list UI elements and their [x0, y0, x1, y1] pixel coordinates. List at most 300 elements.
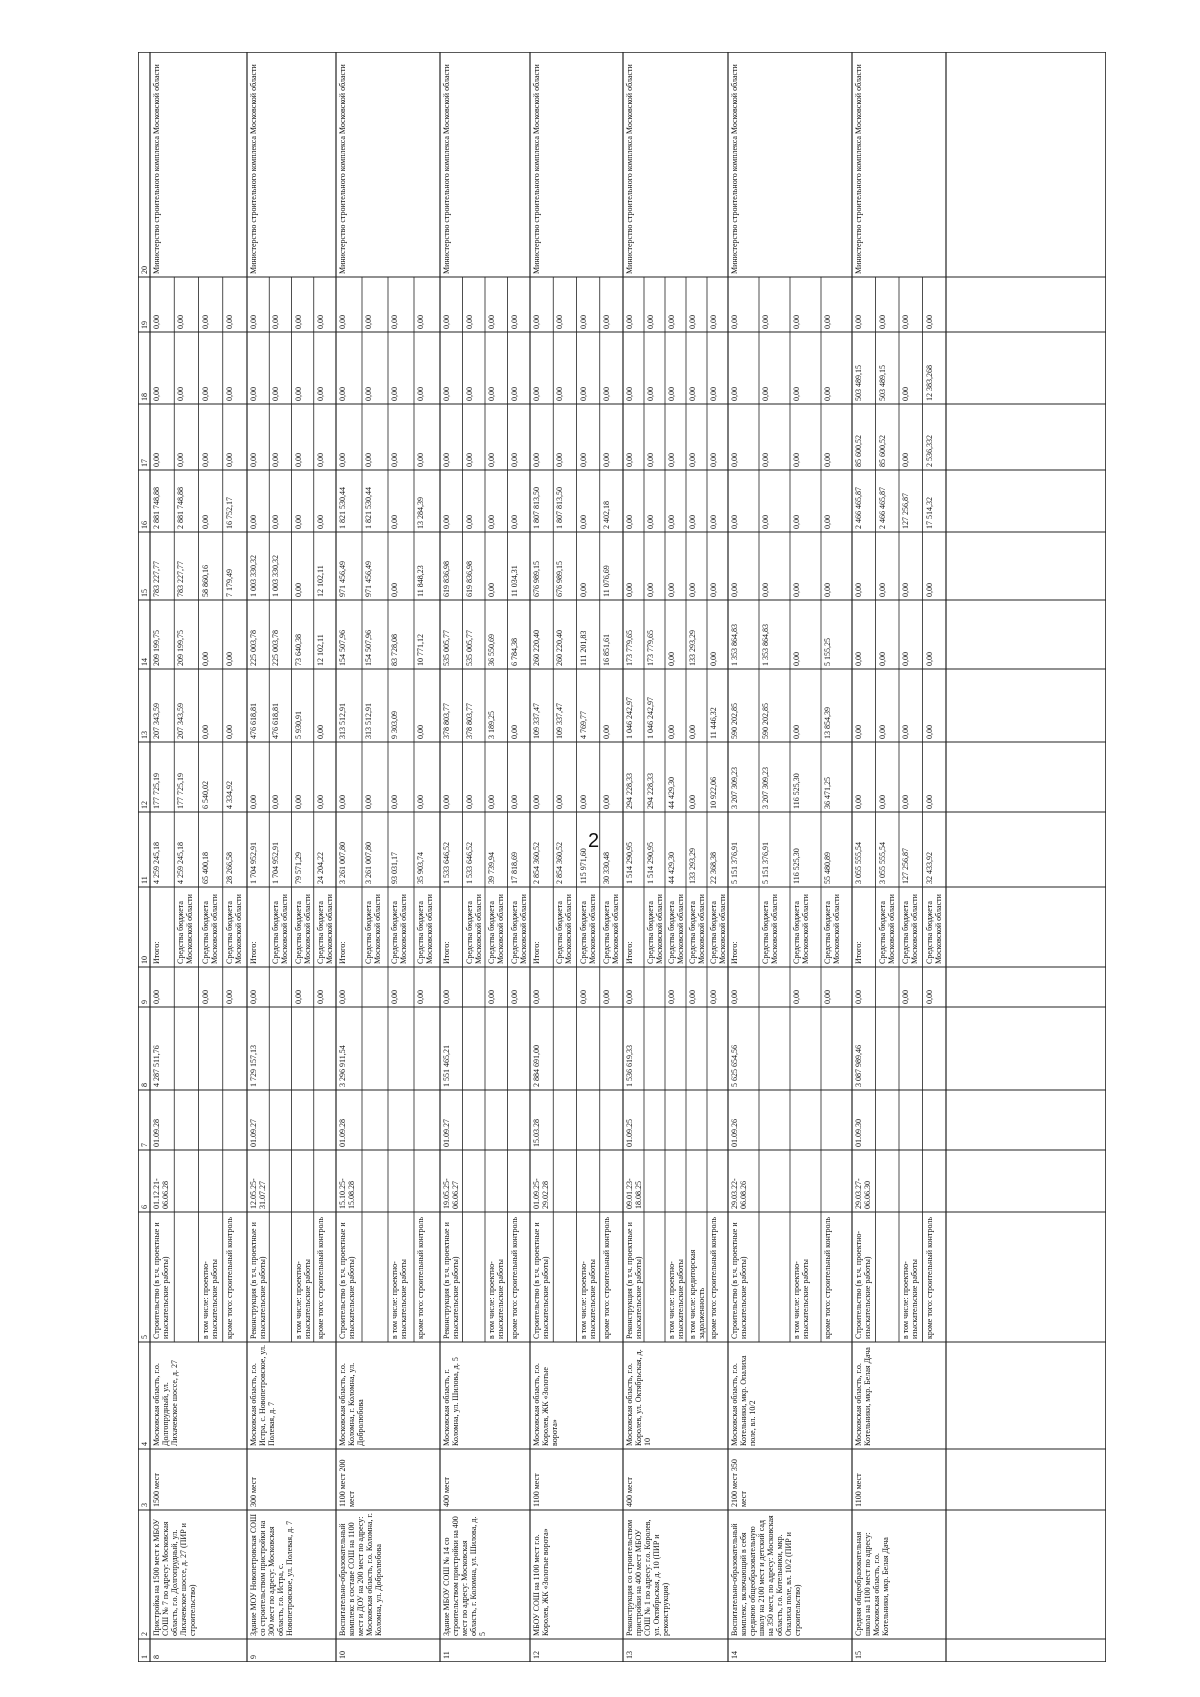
- funding-value: 0,00: [315, 387, 325, 401]
- funding-value: 590 202,85: [761, 703, 770, 739]
- funding-value: 116 525,30: [792, 773, 801, 809]
- funding-value: 0,00: [442, 795, 451, 809]
- funding-value: 294 228,33: [625, 773, 634, 809]
- funding-source: Средства бюджета Московской области: [364, 894, 382, 964]
- funding-source: Итого:: [532, 941, 541, 964]
- object-name: Средняя общеобразовательная школа на 1100 мест по адресу: Московская область, г.о. Котельники, мкр. Белая Дача: [854, 1531, 890, 1636]
- funding-value: 11 076,69: [601, 565, 611, 597]
- funding-value: 1 807 813,50: [555, 487, 565, 529]
- funding-value: 503 489,15: [854, 365, 863, 401]
- financed-amount: 0,00: [390, 990, 399, 1004]
- funding-source: Средства бюджета Московской области: [224, 894, 243, 964]
- funding-value: 0,00: [667, 583, 676, 597]
- work-dates: 15.10.25-15.08.28: [338, 1178, 356, 1209]
- funding-value: 0,00: [271, 795, 281, 809]
- funding-value: 24 204,22: [315, 852, 325, 884]
- funding-value: 0,00: [854, 725, 863, 739]
- address: Московская область, г.о. Коломна, г. Коломна, ул. Добролюбова: [338, 1362, 365, 1446]
- funding-value: 1 353 864,83: [761, 624, 770, 666]
- column-number: 10: [140, 956, 149, 964]
- funding-value: 0,00: [667, 515, 676, 529]
- estimated-cost: 5 625 654,56: [730, 1045, 739, 1087]
- funding-value: 5 930,91: [293, 711, 303, 739]
- funding-value: 0,00: [709, 652, 718, 666]
- funding-value: 0,00: [532, 315, 541, 329]
- customer: Министерство строительного комплекса Московской области: [338, 64, 347, 274]
- funding-value: 0,00: [730, 315, 739, 329]
- funding-value: 0,00: [390, 795, 399, 809]
- funding-value: 0,00: [709, 387, 718, 401]
- funding-value: 0,00: [200, 652, 210, 666]
- funding-value: 44 429,30: [667, 777, 676, 809]
- column-number: 13: [140, 731, 149, 739]
- funding-source: Итого:: [152, 941, 161, 964]
- address: Московская область, г.о. Королев, ул. Октябрьская, д. 10: [625, 1349, 652, 1446]
- funding-source: Средства бюджета Московской области: [487, 894, 505, 964]
- estimated-cost: 1 551 465,21: [442, 1045, 451, 1087]
- funding-value: 0,00: [364, 315, 373, 329]
- funding-value: 0,00: [578, 515, 588, 529]
- financed-amount: 0,00: [823, 990, 832, 1004]
- funding-value: 0,00: [625, 453, 634, 467]
- funding-value: 0,00: [442, 515, 451, 529]
- funding-value: 79 571,29: [293, 852, 303, 884]
- table-grid: [138, 52, 1106, 1662]
- funding-value: 0,00: [487, 315, 496, 329]
- column-number: 15: [140, 589, 149, 597]
- funding-value: 116 525,30: [792, 848, 801, 884]
- funding-value: 4 769,77: [578, 711, 588, 739]
- customer: Министерство строительного комплекса Московской области: [249, 64, 258, 274]
- funding-value: 0,00: [667, 652, 676, 666]
- funding-value: 476 618,81: [271, 703, 281, 739]
- funding-value: 0,00: [901, 583, 910, 597]
- object-name: Воспитательно-образовательный комплекс, включающий в себя среднюю общеобразовательную школу на 2100 мест и детский сад на 350 мест, по адресу: Московская область, г.о. Котельники, мкр. Опалиха поле, вл. 10/2 (ПИР и строительство): [730, 1515, 802, 1636]
- funding-value: 93 031,17: [390, 852, 399, 884]
- funding-value: 2 854 360,52: [532, 842, 541, 884]
- funding-value: 0,00: [200, 315, 210, 329]
- funding-value: 0,00: [487, 795, 496, 809]
- funding-value: 0,00: [487, 453, 496, 467]
- funding-value: 65 400,18: [200, 852, 210, 884]
- funding-value: 154 507,96: [338, 630, 347, 666]
- funding-value: 0,00: [315, 795, 325, 809]
- funding-value: 0,00: [293, 583, 303, 597]
- funding-source: Средства бюджета Московской области: [509, 894, 528, 964]
- funding-value: 6 540,02: [200, 781, 210, 809]
- funding-value: 676 989,15: [555, 561, 565, 597]
- funding-value: 22 368,38: [709, 852, 718, 884]
- funding-value: 39 739,94: [487, 852, 496, 884]
- funding-value: 83 728,08: [390, 634, 399, 666]
- estimated-cost: 1 729 157,13: [249, 1045, 258, 1087]
- customer: Министерство строительного комплекса Московской области: [442, 64, 451, 274]
- funding-source: Средства бюджета Московской области: [877, 894, 896, 964]
- funding-value: 0,00: [854, 652, 863, 666]
- completion-date: 01.09.30: [854, 1119, 863, 1147]
- funding-value: 1 003 330,32: [249, 555, 258, 597]
- funding-value: 0,00: [487, 387, 496, 401]
- funding-value: 109 337,47: [555, 703, 565, 739]
- funding-value: 0,00: [792, 387, 801, 401]
- funding-value: 10 922,06: [709, 777, 718, 809]
- row-number: 14: [730, 1651, 739, 1659]
- funding-value: 0,00: [176, 387, 186, 401]
- work-type: кроме того: строительный контроль: [416, 1217, 425, 1339]
- funding-value: 12 102,11: [315, 634, 325, 666]
- work-type: кроме того: строительный контроль: [224, 1217, 234, 1339]
- funding-value: 0,00: [249, 795, 258, 809]
- funding-value: 17 818,69: [509, 852, 519, 884]
- funding-value: 0,00: [293, 453, 303, 467]
- work-dates: 29.03.27-06.06.30: [854, 1178, 872, 1209]
- financed-amount: 0,00: [487, 990, 496, 1004]
- funding-value: 0,00: [688, 387, 697, 401]
- funding-value: 0,00: [555, 387, 565, 401]
- funding-value: 11 034,31: [509, 565, 519, 597]
- funding-value: 0,00: [730, 515, 739, 529]
- funding-value: 225 003,78: [271, 630, 281, 666]
- funding-value: 11 446,32: [709, 707, 718, 739]
- column-number: 11: [140, 876, 149, 884]
- funding-value: 1 514 290,95: [625, 842, 634, 884]
- funding-value: 2 466 465,87: [877, 487, 887, 529]
- funding-value: 0,00: [625, 387, 634, 401]
- funding-source: Средства бюджета Московской области: [823, 894, 841, 964]
- funding-value: 0,00: [249, 315, 258, 329]
- column-number: 19: [140, 321, 149, 329]
- funding-value: 0,00: [901, 387, 910, 401]
- funding-value: 0,00: [487, 515, 496, 529]
- funding-value: 133 293,29: [688, 630, 697, 666]
- funding-value: 0,00: [416, 387, 425, 401]
- funding-value: 0,00: [625, 583, 634, 597]
- funding-value: 0,00: [293, 315, 303, 329]
- financed-amount: 0,00: [200, 990, 210, 1004]
- column-number: 7: [140, 1143, 149, 1147]
- object-name: Воспитательно-образовательный комплекс в составе СОШ на 1100 мест и ДОУ на 200 мест по адресу: Московская область, г.о. Коломна, г. Коломна, ул. Добролюбова: [338, 1513, 383, 1636]
- funding-value: 0,00: [761, 583, 770, 597]
- address: Московская область, г. Коломна, ул. Шилова, д. 5: [442, 1357, 460, 1446]
- row-number: 11: [442, 1651, 451, 1659]
- funding-value: 0,00: [578, 453, 588, 467]
- funding-value: 111 201,83: [578, 630, 588, 666]
- funding-source: Средства бюджета Московской области: [709, 894, 727, 964]
- funding-value: 0,00: [667, 387, 676, 401]
- row-number: 12: [532, 1651, 541, 1659]
- customer: Министерство строительного комплекса Московской области: [532, 64, 541, 274]
- work-type: в том числе: проектно-изыскательские работы: [487, 1259, 505, 1339]
- row-number: 9: [249, 1655, 258, 1659]
- funding-value: 0,00: [487, 583, 496, 597]
- funding-value: 0,00: [315, 515, 325, 529]
- financed-amount: 0,00: [709, 990, 718, 1004]
- rotated-table: [138, 52, 1106, 1662]
- funding-value: 0,00: [464, 453, 474, 467]
- object-name: МБОУ СОШ на 1100 мест г.о. Королев, ЖК «Золотые ворота»: [532, 1528, 550, 1636]
- funding-value: 0,00: [761, 315, 770, 329]
- funding-value: 0,00: [823, 315, 832, 329]
- funding-value: 13 854,39: [823, 707, 832, 739]
- funding-value: 0,00: [390, 315, 399, 329]
- funding-value: 294 228,33: [646, 773, 655, 809]
- customer: Министерство строительного комплекса Московской области: [730, 64, 739, 274]
- funding-value: 73 640,38: [293, 634, 303, 666]
- funding-value: 85 600,52: [854, 435, 863, 467]
- financed-amount: 0,00: [625, 990, 634, 1004]
- funding-value: 0,00: [464, 387, 474, 401]
- completion-date: 15.03.28: [532, 1119, 541, 1147]
- object-name: Здание МОУ Новопетровская СОШ со строительством пристройки на 300 мест по адресу: Московская область, г.о. Истра, с. Новопетровское, ул. Полевая, д. 7: [249, 1513, 294, 1636]
- funding-value: 535 005,77: [442, 630, 451, 666]
- funding-value: 177 725,19: [176, 773, 186, 809]
- funding-value: 0,00: [877, 795, 887, 809]
- financed-amount: 0,00: [924, 990, 934, 1004]
- completion-date: 01.09.28: [152, 1119, 161, 1147]
- funding-value: 1 821 530,44: [338, 487, 347, 529]
- funding-value: 619 836,98: [464, 561, 474, 597]
- row-number: 10: [338, 1651, 347, 1659]
- funding-value: 2 466 465,87: [854, 487, 863, 529]
- capacity: 2100 мест 350 мест: [730, 1459, 748, 1507]
- funding-value: 0,00: [601, 453, 611, 467]
- estimated-cost: 1 536 619,33: [625, 1045, 634, 1087]
- funding-value: 0,00: [442, 315, 451, 329]
- financed-amount: 0,00: [224, 990, 234, 1004]
- funding-source: Средства бюджета Московской области: [792, 894, 810, 964]
- funding-value: 17 514,32: [924, 497, 934, 529]
- funding-value: 0,00: [509, 315, 519, 329]
- funding-value: 260 220,40: [555, 630, 565, 666]
- work-dates: 29.03.22-06.08.26: [730, 1178, 748, 1209]
- estimated-cost: 4 287 511,76: [152, 1045, 161, 1087]
- funding-value: 0,00: [688, 795, 697, 809]
- funding-value: 0,00: [416, 315, 425, 329]
- funding-value: 3 055 555,54: [854, 842, 863, 884]
- work-dates: 01.12.21-06.06.28: [152, 1178, 170, 1209]
- funding-source: Средства бюджета Московской области: [924, 894, 943, 964]
- column-number: 18: [140, 393, 149, 401]
- funding-value: 0,00: [709, 453, 718, 467]
- funding-value: 0,00: [416, 725, 425, 739]
- customer: Министерство строительного комплекса Московской области: [152, 64, 161, 274]
- funding-value: 0,00: [688, 515, 697, 529]
- completion-date: 01.09.27: [442, 1119, 451, 1147]
- funding-value: 0,00: [646, 583, 655, 597]
- funding-value: 1 704 952,91: [271, 842, 281, 884]
- work-type: в том числе: кредиторская задолженность: [688, 1249, 706, 1339]
- funding-value: 1 514 290,95: [646, 842, 655, 884]
- funding-value: 0,00: [792, 583, 801, 597]
- funding-value: 0,00: [364, 387, 373, 401]
- funding-value: 0,00: [464, 515, 474, 529]
- capacity: 1100 мест: [854, 1473, 863, 1507]
- funding-value: 0,00: [688, 725, 697, 739]
- capacity: 1100 мест: [532, 1473, 541, 1507]
- funding-value: 0,00: [509, 795, 519, 809]
- funding-value: 30 330,48: [601, 852, 611, 884]
- completion-date: 01.09.26: [730, 1119, 739, 1147]
- funding-value: 260 220,40: [532, 630, 541, 666]
- row-number: 15: [854, 1651, 863, 1659]
- funding-value: 0,00: [688, 315, 697, 329]
- funding-value: 0,00: [854, 315, 863, 329]
- column-number: 4: [140, 1442, 149, 1446]
- funding-value: 3 189,25: [487, 711, 496, 739]
- funding-value: 0,00: [176, 453, 186, 467]
- column-number: 2: [140, 1632, 149, 1636]
- funding-value: 0,00: [688, 453, 697, 467]
- work-type: кроме того: строительный контроль: [924, 1217, 934, 1339]
- work-type: кроме того: строительный контроль: [601, 1217, 611, 1339]
- funding-value: 0,00: [224, 387, 234, 401]
- funding-value: 0,00: [792, 515, 801, 529]
- funding-source: Итого:: [249, 941, 258, 964]
- funding-value: 0,00: [249, 387, 258, 401]
- funding-value: 0,00: [390, 515, 399, 529]
- funding-source: Средства бюджета Московской области: [176, 894, 195, 964]
- funding-value: 2 536,332: [924, 435, 934, 467]
- column-number: 9: [140, 1000, 149, 1004]
- financed-amount: 0,00: [249, 990, 258, 1004]
- customer: Министерство строительного комплекса Московской области: [625, 64, 634, 274]
- work-type: Строительство (в т.ч. проектные и изыскательские работы): [532, 1222, 550, 1339]
- work-type: Строительство (в т.ч. проектные и изыскательские работы): [152, 1222, 170, 1339]
- funding-value: 0,00: [792, 453, 801, 467]
- funding-value: 6 784,38: [509, 638, 519, 666]
- financed-amount: 0,00: [152, 990, 161, 1004]
- work-type: в том числе: проектно-изыскательские работы: [578, 1259, 597, 1339]
- capacity: 300 мест: [249, 1477, 258, 1507]
- funding-value: 1 704 952,91: [249, 842, 258, 884]
- object-name: Реконструкция со строительством пристройки на 400 мест МБОУ СОШ № 1 по адресу: г.о. Королев, ул. Октябрьская, д. 10 (ПИР и реконструкция): [625, 1519, 670, 1636]
- work-type: Реконструкция (в т.ч. проектные и изыскательские работы): [442, 1222, 460, 1339]
- funding-value: 0,00: [224, 315, 234, 329]
- funding-value: 619 836,98: [442, 561, 451, 597]
- financed-amount: 0,00: [601, 990, 611, 1004]
- funding-value: 0,00: [578, 387, 588, 401]
- work-type: в том числе: проектно-изыскательские работы: [293, 1259, 312, 1339]
- funding-value: 0,00: [224, 652, 234, 666]
- funding-value: 10 771,12: [416, 634, 425, 666]
- funding-value: 0,00: [578, 315, 588, 329]
- funding-source: Средства бюджета Московской области: [901, 894, 919, 964]
- funding-value: 783 227,77: [176, 561, 186, 597]
- funding-value: 0,00: [924, 795, 934, 809]
- funding-value: 0,00: [249, 515, 258, 529]
- funding-value: 115 971,60: [578, 848, 588, 884]
- funding-value: 0,00: [578, 795, 588, 809]
- completion-date: 01.09.25: [625, 1119, 634, 1147]
- funding-source: Средства бюджета Московской области: [271, 894, 290, 964]
- object-name: Здание МБОУ СОШ № 14 со строительством пристройки на 400 мест по адресу: Московская область, г. Коломна, ул. Шилова, д. 5: [442, 1516, 487, 1636]
- funding-value: 0,00: [176, 315, 186, 329]
- funding-value: 0,00: [364, 795, 373, 809]
- work-type: Реконструкция (в т.ч. проектные и изыскательские работы): [625, 1222, 643, 1339]
- funding-value: 58 860,16: [200, 565, 210, 597]
- work-type: в том числе: проектно-изыскательские работы: [792, 1259, 810, 1339]
- funding-value: 173 779,65: [625, 630, 634, 666]
- address: Московская область, г.о. Котельники, мкр. Опалиха поле, вл. 10/2: [730, 1355, 757, 1446]
- funding-value: 0,00: [667, 315, 676, 329]
- funding-value: 378 803,77: [442, 703, 451, 739]
- funding-value: 0,00: [667, 453, 676, 467]
- funding-value: 0,00: [271, 515, 281, 529]
- funding-value: 1 046 242,97: [646, 697, 655, 739]
- funding-value: 0,00: [924, 583, 934, 597]
- funding-value: 0,00: [601, 795, 611, 809]
- funding-value: 783 227,77: [152, 561, 161, 597]
- funding-value: 378 803,77: [464, 703, 474, 739]
- funding-value: 0,00: [667, 725, 676, 739]
- funding-value: 3 261 007,80: [338, 842, 347, 884]
- funding-value: 0,00: [315, 725, 325, 739]
- funding-value: 16 752,17: [224, 497, 234, 529]
- funding-value: 0,00: [464, 315, 474, 329]
- funding-value: 0,00: [823, 453, 832, 467]
- funding-value: 0,00: [416, 453, 425, 467]
- funding-value: 3 207 309,23: [730, 767, 739, 809]
- capacity: 400 мест: [442, 1477, 451, 1507]
- funding-source: Средства бюджета Московской области: [293, 894, 312, 964]
- funding-value: 0,00: [200, 515, 210, 529]
- funding-value: 0,00: [293, 387, 303, 401]
- funding-value: 313 512,91: [364, 703, 373, 739]
- work-dates: 01.09.25-29.02.28: [532, 1178, 550, 1209]
- funding-value: 971 456,49: [338, 561, 347, 597]
- funding-value: 0,00: [509, 515, 519, 529]
- funding-value: 4 259 245,18: [176, 842, 186, 884]
- funding-value: 127 256,87: [901, 848, 910, 884]
- funding-source: Итого:: [854, 941, 863, 964]
- financed-amount: 0,00: [667, 990, 676, 1004]
- funding-value: 0,00: [877, 315, 887, 329]
- funding-value: 16 851,61: [601, 634, 611, 666]
- funding-value: 32 433,92: [924, 852, 934, 884]
- funding-value: 0,00: [688, 583, 697, 597]
- work-type: Строительство (в т.ч. проектные и изыскательские работы): [338, 1222, 356, 1339]
- funding-value: 0,00: [601, 725, 611, 739]
- work-dates: 19.05.25-06.06.27: [442, 1178, 460, 1209]
- funding-value: 0,00: [761, 453, 770, 467]
- funding-value: 0,00: [924, 725, 934, 739]
- funding-value: 0,00: [293, 515, 303, 529]
- funding-value: 0,00: [578, 583, 588, 597]
- address: Московская область, г.о. Долгопрудный, ул. Лихачевское шоссе, д. 27: [152, 1360, 179, 1446]
- funding-value: 0,00: [224, 453, 234, 467]
- funding-value: 0,00: [646, 387, 655, 401]
- funding-value: 0,00: [709, 515, 718, 529]
- funding-value: 1 821 530,44: [364, 487, 373, 529]
- funding-source: Средства бюджета Московской области: [601, 894, 620, 964]
- funding-value: 0,00: [901, 652, 910, 666]
- object-name: Пристройка на 1500 мест к МБОУ СОШ № 7 по адресу: Московская область, г.о. Долгопрудный, ул. Лихачевское шоссе, д. 27 (ПИР и строительство): [152, 1518, 197, 1636]
- column-number: 12: [140, 801, 149, 809]
- funding-value: 0,00: [601, 387, 611, 401]
- funding-value: 0,00: [901, 453, 910, 467]
- funding-value: 13 284,39: [416, 497, 425, 529]
- funding-value: 3 261 007,80: [364, 842, 373, 884]
- funding-value: 0,00: [416, 795, 425, 809]
- funding-value: 0,00: [464, 795, 474, 809]
- funding-value: 0,00: [364, 453, 373, 467]
- funding-value: 0,00: [730, 583, 739, 597]
- funding-value: 0,00: [901, 795, 910, 809]
- funding-value: 0,00: [532, 453, 541, 467]
- column-number: 20: [140, 266, 149, 274]
- funding-value: 0,00: [532, 387, 541, 401]
- funding-value: 0,00: [823, 515, 832, 529]
